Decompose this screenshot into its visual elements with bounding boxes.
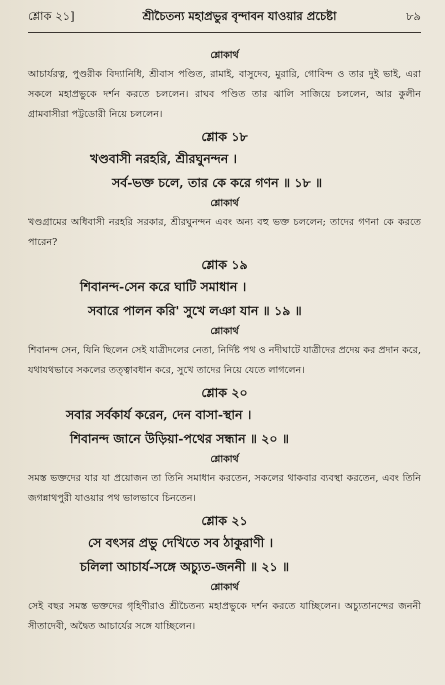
translation-text: শিবানন্দ সেন, যিনি ছিলেন সেই যাত্রীদলের নেতা, নির্দিষ্ট পথ ও নদীঘাটে যাত্রীদের প্রদেয় কর প্রদান করে, যথাযথভাবে সকলের তত্ত্বাবধান করে, সুখে তাদের নিয়ে যেতে লাগলেন।: [28, 345, 421, 376]
verse-heading: শ্লোক ১৯: [201, 257, 248, 272]
translation-text: আচার্যরত্ন, পুণ্ডরীক বিদ্যানিধি, শ্রীবাস পণ্ডিত, রামাই, বাসুদেব, মুরারি, গোবিন্দ ও তার দুই ভাই, এরা সকলে মহাপ্রভুকে দর্শন করতে চললেন। রাঘব পণ্ডিত তার ঝালি সাজিয়ে চললেন, আর কুলীন গ্রামবাসীরা পট্টডোরী নিয়ে চললেন।: [28, 69, 421, 120]
verse-line: শিবানন্দ জানে উড়িয়া-পথের সন্ধান ॥ ২০ ॥: [70, 431, 289, 446]
translation-label: শ্লোকার্থ: [210, 50, 239, 61]
translation-text: খণ্ডগ্রামের অধিবাসী নরহরি সরকার, শ্রীরঘুনন্দন এবং অন্য বহু ভক্ত চললেন; তাদের গণনা কে করতে পারেন?: [28, 217, 421, 248]
verse-line: সবার সর্বকার্য করেন, দেন বাসা-স্থান ।: [66, 407, 252, 422]
page-number: ৮৯: [406, 9, 421, 23]
chapter-title: শ্রীচৈতন্য মহাপ্রভুর বৃন্দাবন যাওয়ার প্রচেষ্টা: [142, 9, 337, 23]
verse-heading: শ্লোক ১৮: [201, 129, 248, 144]
translation-label: শ্লোকার্থ: [210, 198, 239, 209]
translation-label: শ্লোকার্থ: [210, 454, 239, 465]
verse-line: সে বৎসর প্রভু দেখিতে সব ঠাকুরাণী ।: [88, 535, 274, 550]
translation-label: শ্লোকার্থ: [210, 326, 239, 337]
page-header: [28, 8, 421, 33]
verse-line: শিবানন্দ-সেন করে ঘাটি সমাধান ।: [80, 279, 247, 294]
verse-line: সর্ব-ভক্ত চলে, তার কে করে গণন ॥ ১৮ ॥: [112, 175, 323, 190]
translation-text: সমস্ত ভক্তদের যার যা প্রয়োজন তা তিনি সমাধান করতেন, সকলের থাকবার ব্যবস্থা করতেন, এবং তিনি জগন্নাথপুরী যাওয়ার পথ ভালভাবে চিনতেন।: [28, 473, 421, 504]
verse-line: সবারে পালন করি' সুখে লঞা যান ॥ ১৯ ॥: [88, 303, 302, 318]
header-verse-ref: শ্লোক ২১]: [28, 9, 75, 23]
verse-line: চলিলা আচার্য-সঙ্গে অচ্যুত-জননী ॥ ২১ ॥: [80, 559, 290, 574]
translation-label: শ্লোকার্থ: [210, 582, 239, 593]
verse-line: খণ্ডবাসী নরহরি, শ্রীরঘুনন্দন ।: [90, 151, 238, 166]
verse-heading: শ্লোক ২১: [201, 513, 248, 528]
translation-text: সেই বছর সমস্ত ভক্তদের গৃহিণীরাও শ্রীচৈতন্য মহাপ্রভুকে দর্শন করতে যাচ্ছিলেন। অচ্যুতানন্দের জননী সীতাদেবী, অদ্বৈত আচার্যের সঙ্গে যাচ্ছিলেন।: [28, 601, 421, 632]
verse-heading: শ্লোক ২০: [201, 385, 248, 400]
